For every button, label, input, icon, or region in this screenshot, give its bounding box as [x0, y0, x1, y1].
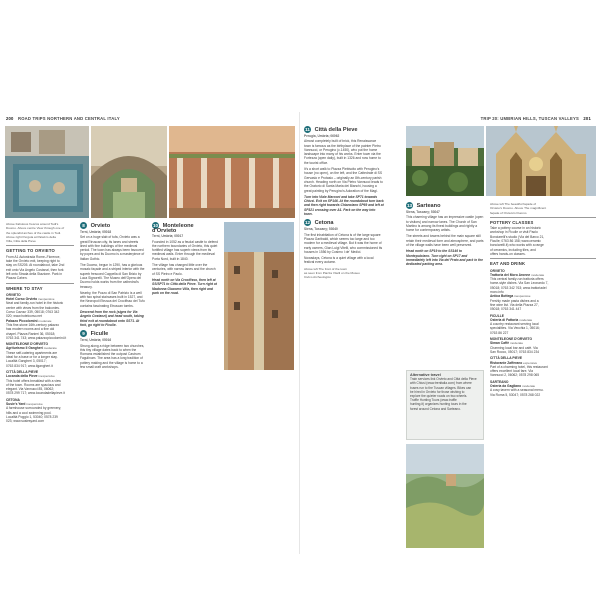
- orvieto-paragraph: Set on a huge slab of tufa, Orvieto was a great Etruscan city, its lanes and streets lined with fine buildings of the medieval period. The town has always been favoured by popes and its Duomo is a masterpiece of Italian Gothic.: [80, 235, 145, 261]
- listing-price: expensive: [523, 360, 538, 365]
- listing-price: inexpensive: [38, 374, 55, 379]
- text-line: left onto Strada della Stazione. Park in: [6, 271, 63, 276]
- listing-price: inexpensive: [26, 401, 43, 406]
- listing: [490, 384, 596, 397]
- citta-paragraph: It's a short walk to Piazza Plebiscito with Perugino's house (no open), on the left, and the Cattedrale di SS Gervasio e Protasio – originally an 8th-century parish church. Heading north on Via Pietro Vannucci leads to the Oratorio di Santa Maria dei Bianchi, housing a great painting by Perugino's Adoration of the Magi.: [304, 167, 383, 193]
- rooftops-illustration: [406, 126, 484, 196]
- listing-name: Palazzo Piccolomini: [6, 318, 38, 323]
- left-caption: [6, 222, 74, 243]
- text-line: exit onto Via Angelo Costanzi, then fork: [6, 267, 64, 272]
- divider: [6, 245, 74, 246]
- alternative-travel-box: [406, 370, 484, 440]
- fresco-illustration: [5, 126, 89, 218]
- stop-number-badge: 12: [304, 220, 311, 226]
- place-name: SARTEANO: [490, 379, 509, 384]
- sarteano-heading: [406, 202, 484, 209]
- text-line: offers hands-on classes.: [490, 251, 526, 256]
- text-line: hunting.it) organizes hunting tours in the: [410, 402, 467, 407]
- getting-to-text: [6, 255, 74, 281]
- stop-number-badge: 8: [80, 222, 87, 229]
- left-running-title: ROAD TRIPS NORTHERN AND CENTRAL ITALY: [17, 116, 120, 121]
- orvieto-heading: [80, 222, 146, 229]
- text-line: has modern rooms and a fine old: [6, 327, 55, 332]
- photo-todi-frescos: [5, 126, 89, 218]
- stop-number-badge: 9: [80, 330, 87, 337]
- text-line: Corso Cavour 339, 05018; 0763 342: [6, 310, 60, 315]
- listing: [6, 346, 74, 367]
- sarteano-paragraph: The streets and towers behind the main square still retain their medieval form and atmosphere, and parts of the village walls have been well preserved.: [406, 234, 484, 248]
- right-page: [300, 112, 600, 554]
- listing-name: Locanda della Pieve: [6, 374, 38, 379]
- text-line: Località Gangheri 3, 05017;: [6, 359, 47, 364]
- text-line: A country restaurant serving local: [490, 322, 539, 327]
- text-line: fine wine list. Via della Piazza 27,: [490, 302, 539, 307]
- listing-name: Susie's Yard: [6, 401, 26, 406]
- orvieto-drive-directions: Descend from the rock (signs for Via Angelo Costanzi) and head south, taking third exit at roundabout onto SS71. At fork, go right to Ficulle.: [80, 310, 144, 327]
- listing-price: moderate: [38, 318, 52, 323]
- right-sidebar: [490, 202, 596, 397]
- text-line: stay on SS205. At roundabout, take 2nd: [6, 263, 65, 268]
- citta-title: Città della Pieve: [314, 126, 358, 133]
- citta-heading: [304, 126, 384, 133]
- text-line: Bonciarelli's studio (Via del Barco 21,: [490, 234, 545, 239]
- monteleone-subtitle: Terni, Umbria; 05017: [152, 234, 184, 239]
- monteleone-paragraph: The village has changed little over the centuries, with narrow lanes and the church of SS Pietro e Paolo.: [152, 263, 216, 276]
- orvieto-subtitle: Terni, Umbria; 05018: [80, 230, 112, 234]
- place-name: MONTELEONE D'ORVIETO: [6, 342, 49, 347]
- orvieto-section: [80, 222, 146, 371]
- cetona-caption: [304, 267, 384, 280]
- divider: [490, 217, 596, 218]
- ficulle-heading: [80, 330, 146, 337]
- text-line: specialities. Via Vecchia 1, 05016;: [490, 326, 540, 331]
- text-line: Freshly made pasta dishes and a: [490, 298, 539, 303]
- photo-orvieto-duomo: [486, 126, 596, 196]
- left-page: [0, 112, 300, 554]
- listing-name: Hotel Corso Orvieto: [6, 297, 38, 302]
- castle-illustration: [91, 126, 167, 218]
- monteleone-title: Monteleone d'Orvieto: [152, 222, 194, 234]
- sarteano-paragraph: This charming village has an impressive castle (open to visitors) and narrow lanes. The Church of San Martino is among its finest buildings and rightly a home for contemporary artists.: [406, 215, 484, 233]
- text-line: Via Roma 5, 53047; 0578 268 022: [490, 392, 541, 397]
- text-line: 023; www.susiesyard.com: [6, 419, 45, 424]
- listing-name: Trattoria del Moro Aronne: [490, 272, 531, 277]
- citta-subtitle: Perugia, Umbria; 06062: [304, 134, 340, 138]
- text-line: ideal for a base or for a longer stay.: [6, 355, 58, 360]
- duomo-illustration: [486, 126, 596, 196]
- text-line: offers excellent local fare. Via: [490, 369, 533, 374]
- stop-number-badge: 11: [305, 127, 310, 132]
- listing-price: moderate: [509, 341, 524, 346]
- right-running-head: [481, 116, 594, 121]
- listing: [490, 318, 596, 335]
- guidebook-spread: [0, 112, 600, 554]
- listing: [6, 319, 74, 340]
- text-line: 020; www.hotelcorso.net: [6, 314, 42, 319]
- text-line: Take a pottery course in an historic: [490, 226, 541, 231]
- listing-price: moderate: [531, 272, 545, 277]
- listing: [6, 374, 74, 395]
- listing-name: Agriturismo Il Gangheri: [6, 346, 43, 351]
- place-name: FICULLE: [490, 313, 504, 318]
- text-line: 05018; 0763 342 763; www.trattoriadel: [490, 285, 547, 290]
- eat-and-drink-heading: EAT AND DRINK: [490, 261, 526, 267]
- caption-line: Above left The beautiful façade of: [490, 202, 537, 206]
- caption-line: façade of Orvieto's Duomo: [490, 210, 527, 215]
- text-line: workshop in Ficulle or visit Paolo: [490, 230, 538, 235]
- photo-pergola: [169, 126, 295, 218]
- caption-line: the splendid arches of the castle in Todi.: [6, 230, 61, 235]
- left-running-head: [6, 116, 120, 121]
- text-line: of the town. Rooms are spacious and: [6, 382, 61, 387]
- alternative-travel-heading: Alternative travel: [410, 373, 441, 377]
- text-line: 0763 86 227: [490, 330, 509, 335]
- text-line: with Chiusi (www.trenitalia.com) from where: [410, 381, 472, 386]
- text-line: San Rocco, 05017; 0763 834 234: [490, 349, 540, 354]
- pottery-heading: POTTERY CLASSES: [490, 219, 534, 225]
- photo-todi-castle: [91, 126, 167, 218]
- text-line: elegant. Via Vannucci 85, 06062;: [6, 387, 55, 392]
- right-running-title: TRIP 20: UMBRIAN HILLS, TUSCAN VALLEYS: [480, 116, 580, 121]
- text-line: 0578 299 717; www.locandadellapieve.it: [6, 391, 65, 396]
- text-line: bonciarelli.it) who works with a range: [490, 243, 544, 248]
- text-line: 0763 341 743; www.palazzopiccolomini.it: [6, 335, 67, 340]
- place-name: MONTELEONE D'ORVIETO: [490, 337, 533, 342]
- text-line: Località Poggio 1, 53040; 0578 239: [6, 414, 58, 419]
- text-line: This hotel offers breakfast with a view: [6, 378, 61, 383]
- caption-line: Duomo. Above centre View through one of: [6, 226, 65, 231]
- cetona-paragraph: Nowadays, Cetona is a quiet village with a local festival every autumn.: [304, 256, 374, 265]
- village-illustration: [224, 222, 294, 370]
- text-line: 0763 834 917; www.ilgangheri.it: [6, 363, 53, 368]
- pergola-illustration: [169, 126, 295, 218]
- text-line: hills and a cool swimming pool.: [6, 410, 52, 415]
- cetona-subtitle: Siena, Tuscany; 53040: [304, 227, 338, 232]
- citta-drive-directions: Turn into Viale Marconi and take SP71 towards Chiusi. Exit on SP146. At the roundabout turn back and then right towards Chianciano SP69 and left at SP321 crossing over A1. Park on the way into town.: [304, 194, 384, 217]
- landscape-illustration: [406, 444, 484, 548]
- text-line: of ceramics, including tiles, and: [490, 247, 536, 252]
- text-line: be hired in Orvieto for those wishing to: [410, 389, 465, 394]
- text-line: A cosy tavern with a seasonal menu.: [490, 388, 544, 393]
- place-name: CETONA: [6, 397, 20, 402]
- ficulle-paragraph: Strung along a ridge between two churches, this tiny village dates back to when the Romans established the outpost Castrum Fagulinum. The area has a long tradition of pottery making and the village is home to a few small craft workshops.: [80, 343, 145, 370]
- listing: [6, 402, 74, 423]
- stop-number-badge: 13: [406, 203, 413, 208]
- listing-price: inexpensive: [514, 294, 531, 299]
- text-line: From A1 Autostrada Rome–Florence,: [6, 254, 61, 259]
- caption-line: Above Fabulous frescos around Todi's: [6, 222, 59, 226]
- listing-price: moderate: [522, 383, 536, 388]
- listing: [490, 273, 596, 294]
- photo-orvieto-rooftops: [406, 126, 484, 196]
- caption-line: Above left The front of the town: [304, 266, 347, 271]
- monteleone-section: [152, 222, 218, 297]
- divider: [490, 258, 596, 259]
- listing: [490, 341, 596, 354]
- text-line: take the Orvieto exit, keeping right to: [6, 259, 60, 264]
- stop-number-badge: 10: [152, 223, 159, 228]
- caption-line: Villa, Città della Pieve: [6, 239, 36, 244]
- left-page-number: 200: [6, 116, 14, 121]
- ficulle-subtitle: Terni, Umbria; 05016: [80, 338, 112, 343]
- text-line: chapel. Piazza Ranieri 36, 05018;: [6, 331, 56, 336]
- listing: [490, 361, 596, 378]
- text-line: This central family-run trattoria offers: [490, 277, 544, 282]
- sarteano-section: [406, 202, 484, 269]
- listing-price: moderate: [43, 346, 57, 351]
- cetona-title: Cetona: [314, 220, 334, 227]
- monteleone-drive-directions: Head north on Via Crocifisso, then left at SS/SP71 to Città della Pieve. Turn right at Madonna Giacomo Villa, then right and park on the road.: [152, 277, 217, 295]
- place-name: CITTÀ DELLA PIEVE: [6, 369, 39, 374]
- place-name: ORVIETO: [6, 292, 21, 297]
- monteleone-heading: [152, 222, 218, 233]
- listing-price: inexpensive: [38, 297, 55, 302]
- text-line: Charming local bar and café. Via: [490, 345, 538, 350]
- text-line: This fine-stone 16th-century palazzo: [6, 322, 60, 327]
- where-to-stay-heading: WHERE TO STAY: [6, 285, 43, 291]
- citta-paragraph: Almost completely built of brick, this Renaissance town is famous as the birthplace of the painter Pietro Vannucci, or Perugino (c.1450), who put the home landscape into many of his works. Enter town via the Fortezza (open daily), built in 1326 and now home to the tourist office.: [304, 139, 381, 165]
- text-line: forest around Cetona and Sarteano.: [410, 406, 461, 411]
- text-line: A farmhouse surrounded by greenery,: [6, 406, 62, 411]
- monteleone-paragraph: Founded in 1052 as a feudal castle to defend the northern boundaries of Orvieto, this quiet fortified village has superb views from its medieval walls. Enter through the medieval Porta Nord, built in 1840.: [152, 239, 218, 261]
- left-sidebar: [6, 222, 74, 423]
- text-line: These self-catering apartments are: [6, 350, 58, 355]
- photo-village-lane: [224, 222, 294, 370]
- text-line: Ficulle; 0763 86 158; www.ceramic: [490, 239, 541, 244]
- text-line: centre with views from the balconies.: [6, 305, 60, 310]
- text-line: home-style dishes. Via San Leonardo 7,: [490, 281, 549, 286]
- caption-line: Civico Archeologico: [304, 275, 331, 280]
- listing-name: Siman Caffè: [490, 341, 510, 346]
- text-line: Vannucci 2, 06062; 0578 298 065: [490, 373, 540, 378]
- listing-name: Ristorante Zafferano: [490, 360, 523, 365]
- cetona-heading: [304, 219, 384, 226]
- sarteano-title: Sarteano: [416, 202, 441, 209]
- listing: [6, 297, 74, 318]
- citta-section: [304, 126, 384, 280]
- text-line: Part of a charming hotel, this restaurant: [490, 364, 548, 369]
- listing-price: moderate: [519, 317, 533, 322]
- listing-name: Osteria da Gagliano: [490, 383, 522, 388]
- text-line: explore the quieter roads on two wheels.: [410, 394, 468, 399]
- orvieto-title: Orvieto: [90, 222, 111, 229]
- right-page-number: 201: [583, 116, 591, 121]
- caption-line: Above right Pergola at Palazzo della: [6, 234, 56, 239]
- text-line: moro.info: [490, 290, 504, 295]
- orvieto-paragraph: Nearby, the Pozzo di San Patrizio is a well with two spiral staircases built in 1527, and the Necropoli Etrusca del Crocifisso del Tufo contains fascinating Etruscan tombs.: [80, 290, 145, 308]
- right-caption: [490, 202, 596, 215]
- sarteano-subtitle: Siena, Tuscany; 53047: [406, 210, 440, 214]
- divider: [6, 283, 74, 284]
- caption-line: Orvieto's Duomo. Above The magnificent: [490, 206, 547, 211]
- cetona-paragraph: The first inhabitation of Cetona is of the large square Piazza Garibaldi, which seems too large and too modern for a medieval village. But it was the home of early owners, Gian Luigi Vitelli, who commissioned its houses in 1556 by Cosimo I de' Medici.: [304, 232, 383, 254]
- getting-to-heading: GETTING TO ORVIETO: [6, 248, 55, 254]
- pottery-text: [490, 226, 596, 256]
- caption-line: as seen from Piazza Vitelli on the Museo: [304, 271, 360, 276]
- text-line: Piazza Cahen.: [6, 276, 28, 281]
- listing-name: Antica Bottega: [490, 294, 514, 299]
- sarteano-drive-directions: Head north on SP19 to the SS146 to Montepulciano. Turn right on SP17 and immediately left into Via del Prato and park in the dedicated parking area.: [406, 249, 484, 267]
- text-line: Truffle Hunting Tours (www.truffle: [410, 398, 457, 403]
- place-name: CITTÀ DELLA PIEVE: [490, 356, 523, 361]
- place-name: ORVIETO: [490, 268, 505, 273]
- listing: [490, 294, 596, 311]
- photo-tuscan-landscape: [406, 444, 484, 548]
- text-line: 05018; 0763 341 447: [490, 307, 522, 312]
- listing-name: Osteria di Fattoria: [490, 317, 519, 322]
- ficulle-title: Ficulle: [90, 331, 109, 338]
- text-line: buses run to the Tuscan villages. Bikes can: [410, 385, 472, 390]
- text-line: Neat and family-run hotel in the historic: [6, 301, 64, 306]
- orvieto-paragraph: The Duomo, begun in 1290, has a glorious mosaic façade and a striped interior with the superb frescoed Cappella di San Brizio by Luca Signorelli. The Museo dell'Opera del Duomo holds works from the cathedral's treasury.: [80, 263, 145, 289]
- text-line: Train services link Orvieto and Città della Pieve: [410, 377, 477, 382]
